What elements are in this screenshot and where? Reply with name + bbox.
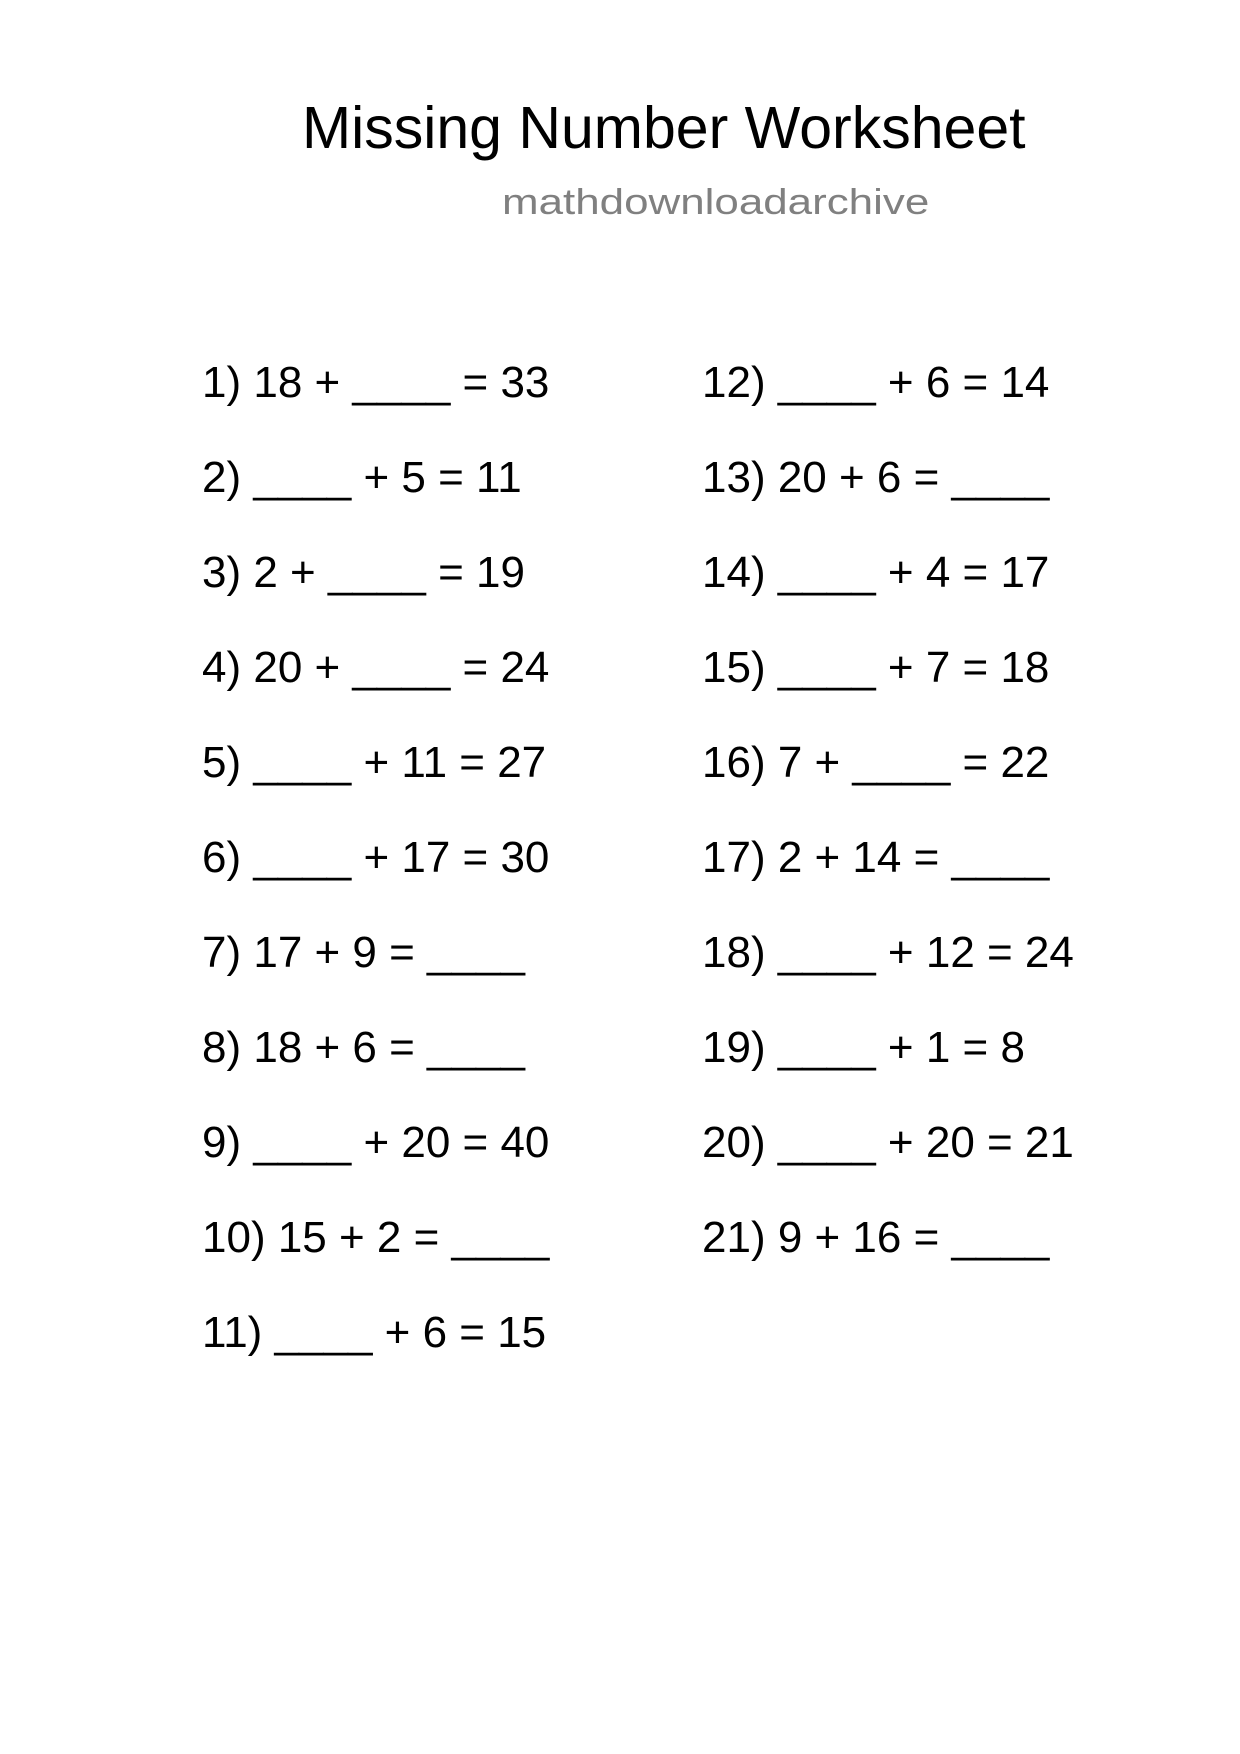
problem-12: 12) ____ + 6 = 14 [702, 358, 1050, 407]
problem-10: 10) 15 + 2 = ____ [202, 1213, 550, 1262]
problem-14: 14) ____ + 4 = 17 [702, 548, 1050, 597]
problem-13: 13) 20 + 6 = ____ [702, 453, 1050, 502]
problem-3: 3) 2 + ____ = 19 [202, 548, 525, 597]
problem-6: 6) ____ + 17 = 30 [202, 833, 550, 882]
problem-2: 2) ____ + 5 = 11 [202, 453, 522, 502]
problem-16: 16) 7 + ____ = 22 [702, 738, 1050, 787]
problem-15: 15) ____ + 7 = 18 [702, 643, 1050, 692]
problem-17: 17) 2 + 14 = ____ [702, 833, 1050, 882]
problem-5: 5) ____ + 11 = 27 [202, 738, 547, 787]
problem-7: 7) 17 + 9 = ____ [202, 928, 525, 977]
problem-19: 19) ____ + 1 = 8 [702, 1023, 1025, 1072]
worksheet-source: mathdownloadarchive [502, 181, 930, 222]
problem-11: 11) ____ + 6 = 15 [202, 1308, 547, 1357]
problem-1: 1) 18 + ____ = 33 [202, 358, 550, 407]
worksheet-title: Missing Number Worksheet [302, 95, 1026, 161]
problem-8: 8) 18 + 6 = ____ [202, 1023, 525, 1072]
problem-4: 4) 20 + ____ = 24 [202, 643, 550, 692]
problem-18: 18) ____ + 12 = 24 [702, 928, 1074, 977]
problem-21: 21) 9 + 16 = ____ [702, 1213, 1050, 1262]
problem-9: 9) ____ + 20 = 40 [202, 1118, 550, 1167]
problem-20: 20) ____ + 20 = 21 [702, 1118, 1074, 1167]
